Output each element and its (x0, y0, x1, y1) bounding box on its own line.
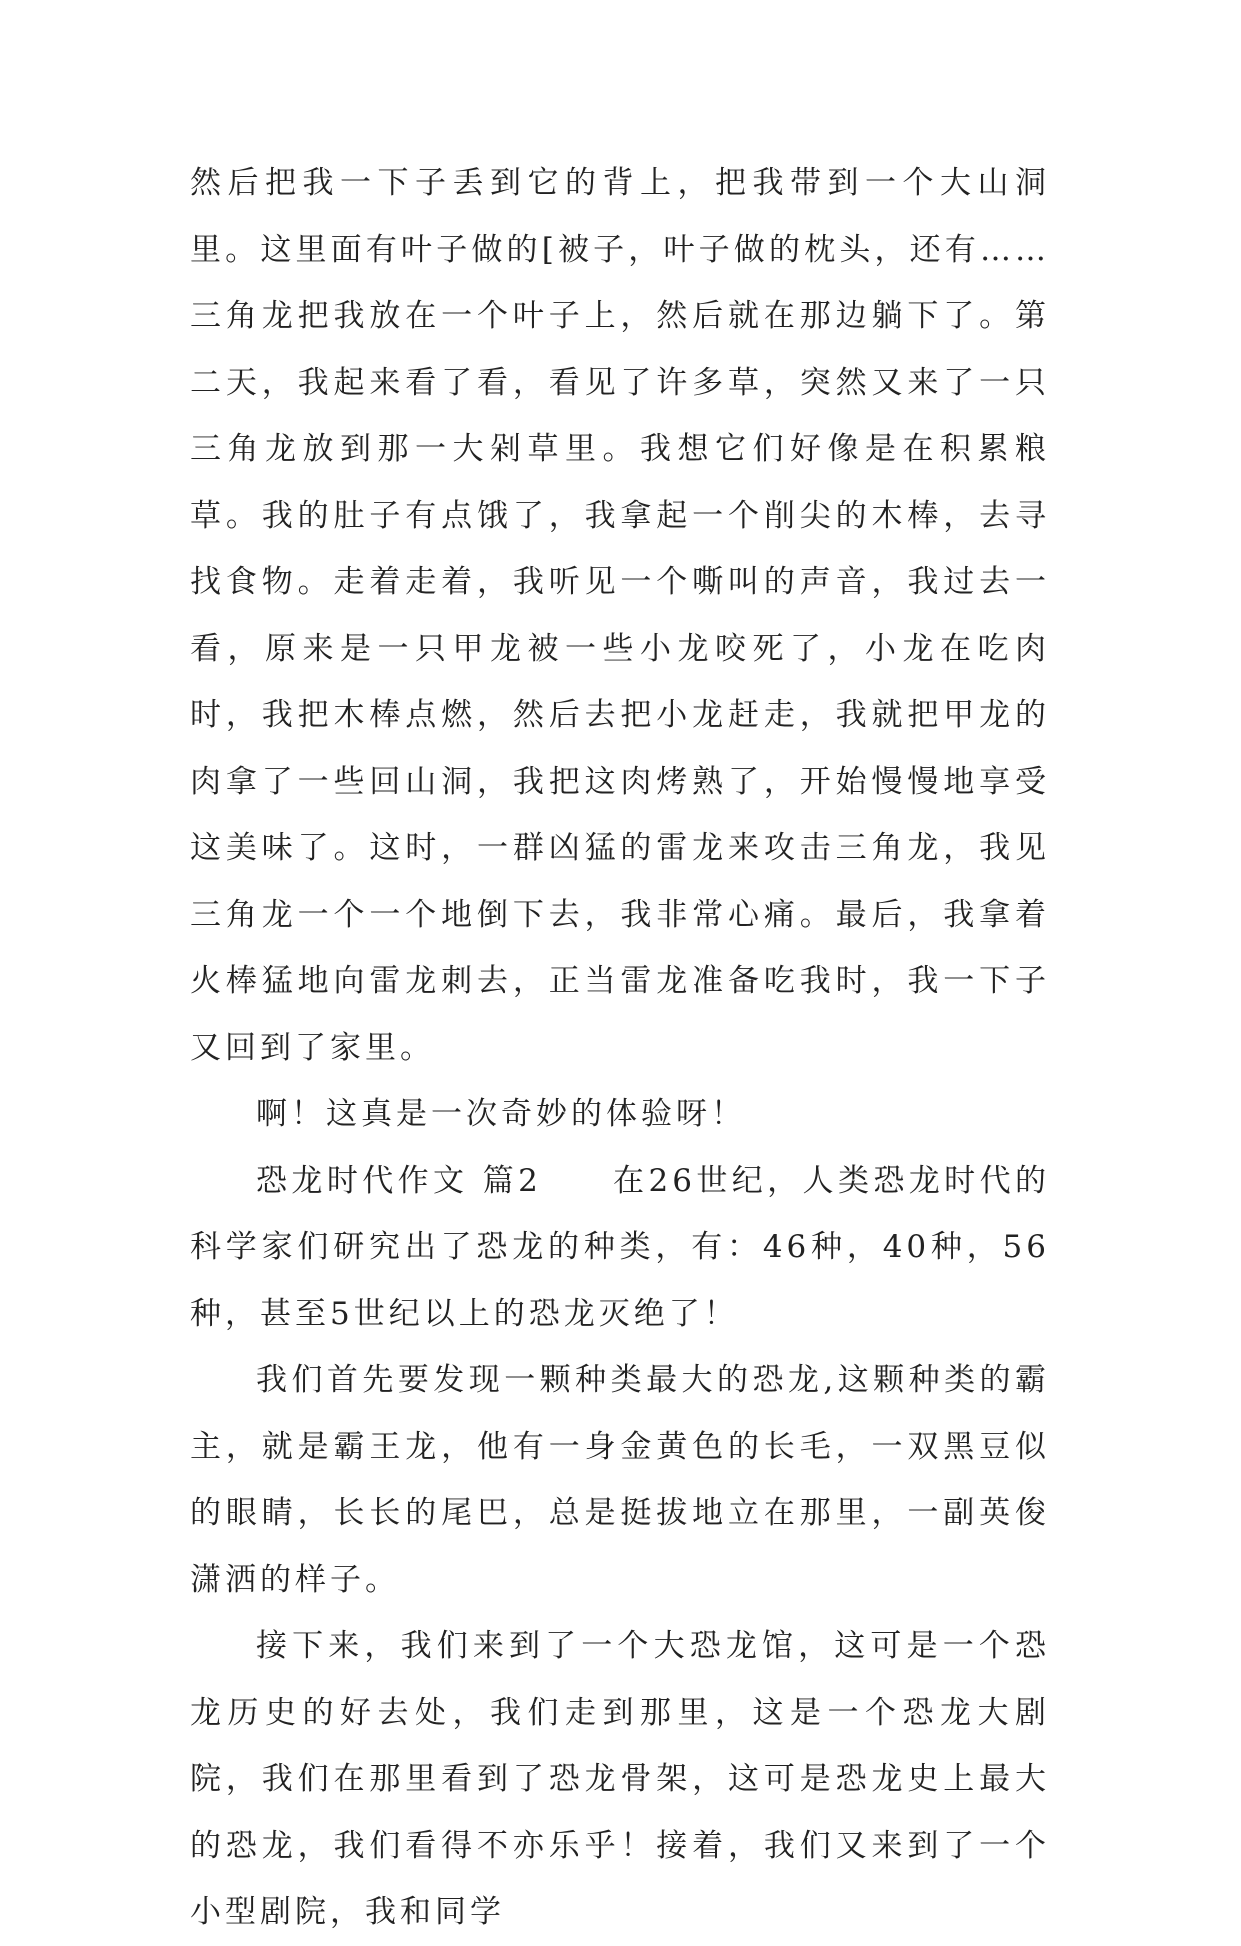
paragraph-3: 恐龙时代作文 篇2 在26世纪，人类恐龙时代的科学家们研究出了恐龙的种类，有：46种，40种，56种，甚至5世纪以上的恐龙灭绝了！ (190, 1162, 1050, 1332)
paragraph-4: 我们首先要发现一颗种类最大的恐龙,这颗种类的霸主，就是霸王龙，他有一身金黄色的长毛，一双黑豆似的眼睛，长长的尾巴，总是挺拔地立在那里，一副英俊潇洒的样子。 (190, 1362, 1050, 1598)
paragraph-5: 接下来，我们来到了一个大恐龙馆，这可是一个恐龙历史的好去处，我们走到那里，这是一个恐龙大剧院，我们在那里看到了恐龙骨架，这可是恐龙史上最大的恐龙，我们看得不亦乐乎！接着，我们又来到了一个小型剧院，我和同学 (190, 1628, 1050, 1930)
paragraph-2: 啊！这真是一次奇妙的体验呀！ (256, 1096, 746, 1132)
paragraph-1: 然后把我一下子丢到它的背上，把我带到一个大山洞里。这里面有叶子做的[被子，叶子做的枕头，还有……三角龙把我放在一个叶子上，然后就在那边躺下了。第二天，我起来看了看，看见了许多草，突然又来了一只三角龙放到那一大剁草里。我想它们好像是在积累粮草。我的肚子有点饿了，我拿起一个削尖的木棒，去寻找食物。走着走着，我听见一个嘶叫的声音，我过去一看，原来是一只甲龙被一些小龙咬死了，小龙在吃肉时，我把木棒点燃，然后去把小龙赶走，我就把甲龙的肉拿了一些回山洞，我把这肉烤熟了，开始慢慢地享受这美味了。这时，一群凶猛的雷龙来攻击三角龙，我见三角龙一个一个地倒下去，我非常心痛。最后，我拿着火棒猛地向雷龙刺去，正当雷龙准备吃我时，我一下子又回到了家里。 (190, 165, 1050, 1066)
document-body (190, 150, 1050, 1946)
